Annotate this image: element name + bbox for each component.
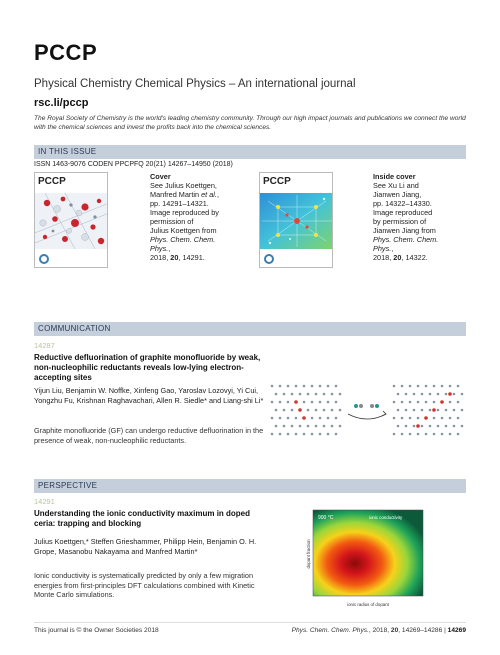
- graphite-lattice-right: [393, 385, 464, 436]
- footer-volume: 20: [390, 627, 399, 634]
- reaction-arrow: [348, 411, 386, 419]
- inside-cover-caption-line: Image reproduced: [373, 208, 433, 217]
- cover-journal-title: PCCP: [38, 176, 66, 187]
- plot-y-axis-label: dopant fraction: [306, 539, 311, 569]
- section-bar-in-this-issue: [34, 145, 466, 159]
- inside-cover-caption-volume: 20: [393, 253, 402, 262]
- plot-legend-label: ionic conductivity: [369, 515, 403, 520]
- cover-caption-italic: et al.: [201, 190, 217, 199]
- cover-artwork-molecules: [35, 193, 108, 249]
- inside-cover-caption-line: ,: [391, 244, 394, 253]
- article-abstract: Ionic conductivity is systematically predicted by only a few migration energies from first-principles DFT calculations combined with Kinetic Monte Carlo simulations.: [34, 571, 255, 599]
- inside-cover-caption-line: Jianwen Jiang,: [373, 190, 422, 199]
- issn-line: ISSN 1463-9076 CODEN PPCPFQ 20(21) 14267–14950 (2018): [34, 161, 233, 168]
- footer-year: , 2018,: [368, 627, 391, 634]
- journal-subtitle: Physical Chemistry Chemical Physics – An international journal: [34, 78, 356, 90]
- cover-caption-line: permission of: [150, 217, 194, 226]
- footer-pages: , 14269–14286: [398, 627, 443, 634]
- article-page-number[interactable]: 14287: [34, 341, 55, 350]
- inside-cover-caption: [373, 172, 459, 262]
- inside-cover-caption-line: Jianwen Jiang from: [373, 226, 436, 235]
- plot-x-axis-label: ionic radius of dopant: [347, 602, 389, 607]
- cover-caption-line: , 14291.: [178, 253, 205, 262]
- cover-caption-line: ,: [216, 190, 219, 199]
- journal-description: The Royal Society of Chemistry is the world's leading chemistry community. Through our high impact journals and publications we connect the world with the chemical sciences and invest the profits back into the chemical sciences.: [34, 115, 466, 131]
- section-label: PERSPECTIVE: [38, 481, 98, 490]
- cover-caption-line: ,: [168, 244, 171, 253]
- cover-pages[interactable]: pp. 14291–14321.: [150, 199, 209, 208]
- communication-toc-graphic: [268, 380, 466, 440]
- inside-cover-caption-journal: Phys. Chem. Chem. Phys.: [373, 235, 439, 253]
- plot-temperature-label: 900 °C: [318, 515, 334, 521]
- footer-rule: [34, 622, 466, 623]
- cover-caption-line: Manfred Martin: [150, 190, 202, 199]
- article-authors: Yijun Liu, Benjamin W. Noffke, Xinfeng Gao, Yaroslav Lozovyi, Yi Cui, Yongzhu Fu, Krishnan Raghavachari, Allen R. Siedle* and Liang-shi Li*: [34, 386, 264, 405]
- perspective-toc-graphic: [305, 508, 429, 612]
- reductant-molecule: [354, 404, 379, 408]
- cover-caption-volume: 20: [170, 253, 179, 262]
- section-label: COMMUNICATION: [38, 324, 111, 333]
- footer-citation: [292, 627, 466, 634]
- journal-url[interactable]: rsc.li/pccp: [34, 97, 89, 109]
- section-bar-perspective: [34, 479, 466, 493]
- article-title[interactable]: Reductive defluorination of graphite monofluoride by weak, non-nucleophilic reductants reveals low-lying electron-accepting sites: [34, 353, 261, 382]
- cover-caption-line: Julius Koettgen from: [150, 226, 217, 235]
- conductivity-heatmap: [313, 510, 423, 596]
- inside-cover-artwork-framework: [260, 193, 333, 249]
- article-authors: Julius Koettgen,* Steffen Grieshammer, Philipp Hein, Benjamin O. H. Grope, Masanobu Nakayama and Manfred Martin*: [34, 537, 257, 556]
- footer-page-number: 14269: [447, 627, 466, 634]
- cover-caption-line: 2018,: [150, 253, 171, 262]
- footer-copyright: This journal is © the Owner Societies 2018: [34, 627, 159, 634]
- rsc-logo-icon: [264, 254, 274, 264]
- rsc-logo-icon: [39, 254, 49, 264]
- section-bar-communication: [34, 322, 466, 336]
- inside-cover-pages[interactable]: pp. 14322–14330.: [373, 199, 432, 208]
- section-label: IN THIS ISSUE: [38, 147, 97, 156]
- cover-image[interactable]: [34, 172, 108, 268]
- footer-separator: |: [442, 627, 448, 634]
- inside-cover-caption-line: 2018,: [373, 253, 394, 262]
- inside-cover-image[interactable]: [259, 172, 333, 268]
- cover-caption-line: See Julius Koettgen,: [150, 181, 217, 190]
- article-title[interactable]: Understanding the ionic conductivity maximum in doped ceria: trapping and blocking: [34, 509, 251, 528]
- article-abstract: Graphite monofluoride (GF) can undergo reductive defluorination in the presence of weak, non-nucleophilic reductants.: [34, 426, 264, 445]
- cover-journal-title: PCCP: [263, 176, 291, 187]
- cover-caption-line: Image reproduced by: [150, 208, 219, 217]
- inside-cover-caption-line: See Xu Li and: [373, 181, 419, 190]
- cover-label: Cover: [150, 172, 171, 181]
- article-page-number[interactable]: 14291: [34, 497, 55, 506]
- inside-cover-caption-line: , 14322.: [401, 253, 428, 262]
- cover-caption: [150, 172, 236, 262]
- graphite-lattice-left: [271, 385, 342, 436]
- inside-cover-label: Inside cover: [373, 172, 416, 181]
- footer-journal: Phys. Chem. Chem. Phys.: [291, 627, 369, 634]
- cover-caption-journal: Phys. Chem. Chem. Phys.: [150, 235, 216, 253]
- journal-title: PCCP: [34, 40, 98, 65]
- inside-cover-caption-line: by permission of: [373, 217, 427, 226]
